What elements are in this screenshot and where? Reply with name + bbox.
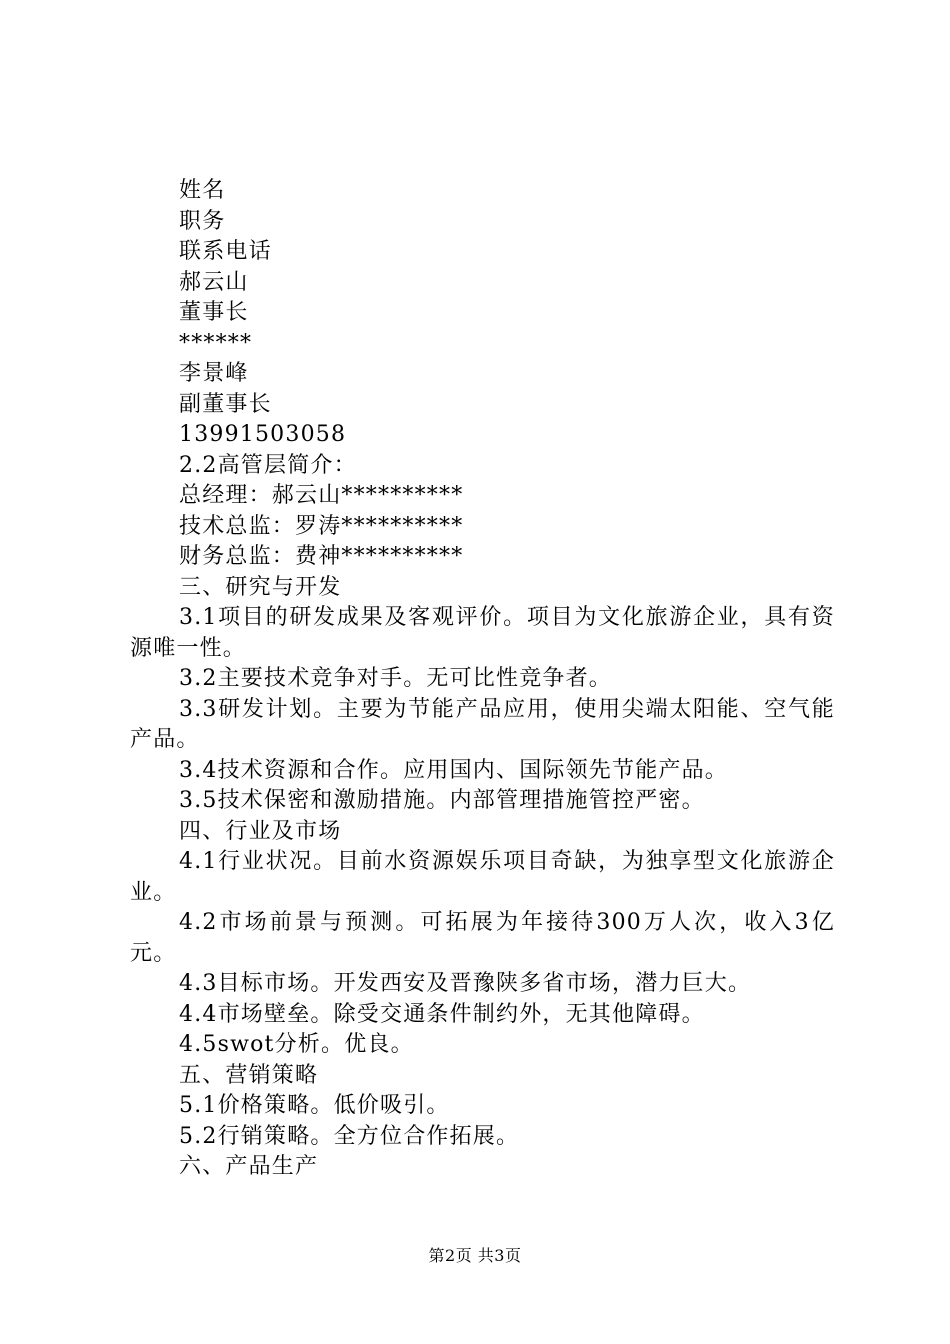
text-line: ****** — [179, 330, 253, 356]
paragraph: 5.1价格策略。低价吸引。 — [179, 1093, 450, 1118]
paragraph: 4.1行业状况。目前水资源娱乐项目奇缺，为独享型文化旅游企业。 — [130, 849, 835, 905]
paragraph: 4.4市场壁垒。除受交通条件制约外，无其他障碍。 — [179, 1001, 705, 1027]
section-heading: 2.2高管层简介： — [179, 452, 357, 478]
paragraph: 4.3目标市场。开发西安及晋豫陕多省市场，潜力巨大。 — [179, 971, 752, 996]
paragraph: 4.2市场前景与预测。可拓展为年接待300万人次，收入3亿元。 — [130, 910, 835, 966]
text-line: 董事长 — [179, 300, 249, 325]
section-heading: 四、行业及市场 — [179, 818, 342, 844]
text-line: 郝云山 — [179, 269, 249, 295]
paragraph: 3.4技术资源和合作。应用国内、国际领先节能产品。 — [179, 757, 728, 783]
paragraph: 3.3研发计划。主要为节能产品应用，使用尖端太阳能、空气能产品。 — [130, 696, 835, 752]
text-line: 技术总监：罗涛********** — [179, 513, 464, 539]
text-line: 联系电话 — [179, 239, 272, 264]
paragraph: 4.5swot分析。优良。 — [179, 1032, 414, 1057]
text-line: 李景峰 — [179, 361, 249, 386]
page-footer: 第2页 共3页 — [428, 1246, 522, 1265]
paragraph: 3.2主要技术竞争对手。无可比性竞争者。 — [179, 666, 612, 691]
paragraph: 3.1项目的研发成果及客观评价。项目为文化旅游企业，具有资源唯一性。 — [130, 605, 835, 661]
text-line: 姓名 — [179, 178, 226, 203]
text-line: 副董事长 — [179, 391, 272, 417]
paragraph: 3.5技术保密和激励措施。内部管理措施管控严密。 — [179, 788, 705, 813]
text-line: 13991503058 — [179, 422, 347, 447]
paragraph: 5.2行销策略。全方位合作拓展。 — [179, 1123, 520, 1149]
text-line: 财务总监：费神********** — [179, 544, 464, 569]
section-heading: 三、研究与开发 — [179, 574, 342, 600]
document-body — [130, 176, 835, 1183]
section-heading: 五、营销策略 — [179, 1062, 319, 1088]
text-line: 总经理：郝云山********** — [179, 483, 464, 508]
text-line: 职务 — [179, 208, 226, 234]
section-heading: 六、产品生产 — [179, 1154, 319, 1179]
